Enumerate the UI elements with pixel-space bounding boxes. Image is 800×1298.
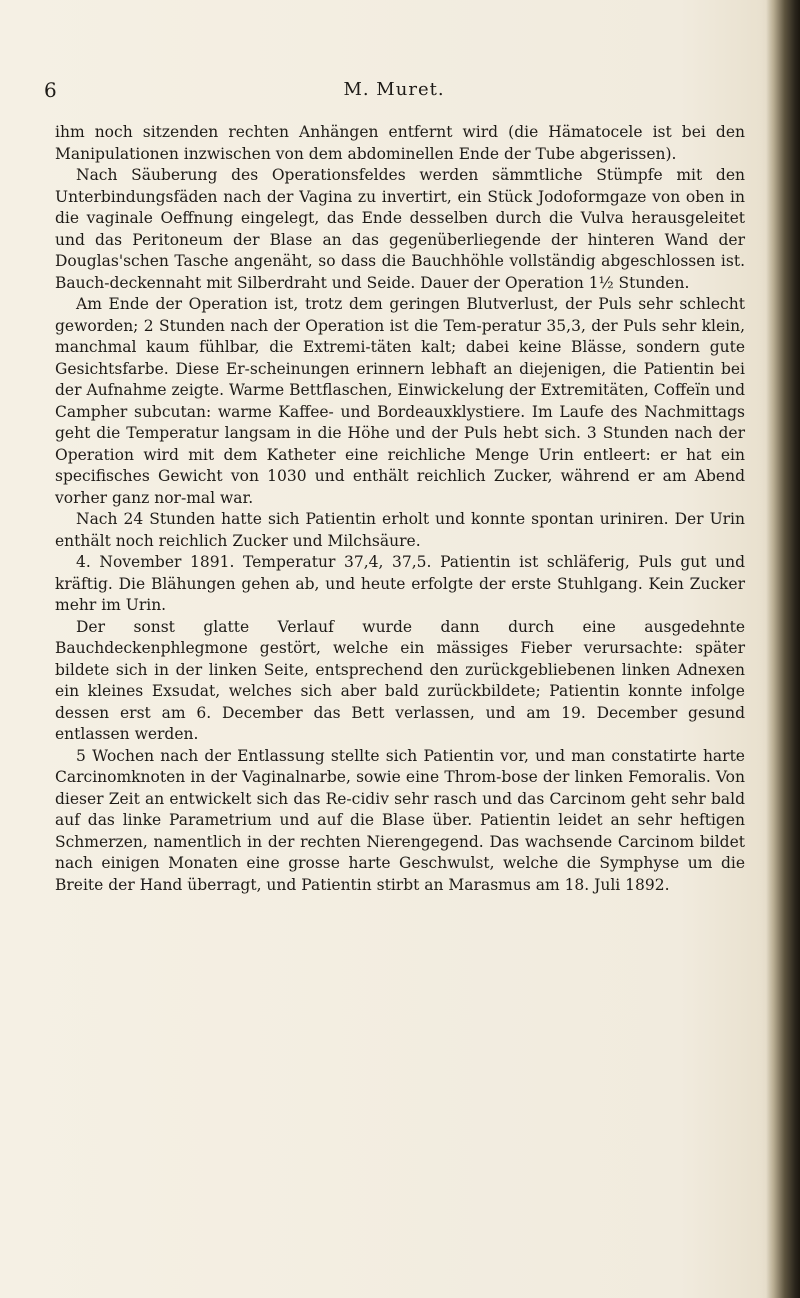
page-header [44, 75, 744, 105]
paragraph: Nach 24 Stunden hatte sich Patientin erholt und konnte spontan uriniren. Der Urin enthält noch reichlich Zucker und Milchsäure. [55, 510, 745, 550]
paragraph: 4. November 1891. Temperatur 37,4, 37,5. Patientin ist schläferig, Puls gut und kräftig. Die Blähungen gehen ab, und heute erfolgte der erste Stuhlgang. Kein Zucker mehr im Urin. [55, 553, 745, 614]
paragraph: 5 Wochen nach der Entlassung stellte sich Patientin vor, und man constatirte harte Carcinomknoten in der Vaginalnarbe, sowie eine Throm-bose der linken Femoralis. Von dieser Zeit an entwickelt sich das Re-cidiv sehr rasch und das Carcinom geht sehr bald auf das linke Parametrium und auf die Blase über. Patientin leidet an sehr heftigen Schmerzen, namentlich in der rechten Nierengegend. Das wachsende Carcinom bildet nach einigen Monaten eine grosse harte Geschwulst, welche die Symphyse um die Breite der Hand überragt, und Patientin stirbt an Marasmus am 18. Juli 1892. [55, 746, 745, 894]
paragraph: Der sonst glatte Verlauf wurde dann durch eine ausgedehnte Bauchdeckenphlegmone gestört, welche ein mässiges Fieber verursachte: später bildete sich in der linken Seite, entsprechend den zurückgebliebenen linken Adnexen ein kleines Exsudat, welches sich aber bald zurückbildete; Patientin konnte infolge dessen erst am 6. December das Bett verlassen, und am 19. December gesund entlassen werden. [55, 617, 745, 743]
paragraph: Nach Säuberung des Operationsfeldes werden sämmtliche Stümpfe mit den Unterbindungsfäden nach der Vagina zu invertirt, ein Stück Jodoformgaze von oben in die vaginale Oeffnung eingelegt, das Ende desselben durch die Vulva herausgeleitet und das Peritoneum der Blase an das gegenüberliegende der hinteren Wand der Douglas'schen Tasche angenäht, so dass die Bauchhöhle vollständig abgeschlossen ist. Bauch-deckennaht mit Silberdraht und Seide. Dauer der Operation 1½ Stunden. [55, 166, 745, 292]
paragraph: ihm noch sitzenden rechten Anhängen entfernt wird (die Hämatocele ist bei den Manipulationen inzwischen von dem abdominellen Ende der Tube abgerissen). [55, 123, 745, 163]
page-number: 6 [44, 78, 57, 102]
paragraph: Am Ende der Operation ist, trotz dem geringen Blutverlust, der Puls sehr schlecht geworden; 2 Stunden nach der Operation ist die Tem-peratur 35,3, der Puls sehr klein, manchmal kaum fühlbar, die Extremi-täten kalt; dabei keine Blässe, sondern gute Gesichtsfarbe. Diese Er-scheinungen erinnern lebhaft an diejenigen, die Patientin bei der Aufnahme zeigte. Warme Bettflaschen, Einwickelung der Extremitäten, Coffeïn und Campher subcutan: warme Kaffee- und Bordeauxklystiere. Im Laufe des Nachmittags geht die Temperatur langsam in die Höhe und der Puls hebt sich. 3 Stunden nach der Operation wird mit dem Katheter eine reichliche Menge Urin entleert: er hat ein specifisches Gewicht von 1030 und enthält reichlich Zucker, während er am Abend vorher ganz nor-mal war. [55, 295, 745, 507]
body-text [55, 122, 745, 896]
book-binding-edge [766, 0, 800, 1298]
running-head: M. Muret. [343, 79, 445, 100]
